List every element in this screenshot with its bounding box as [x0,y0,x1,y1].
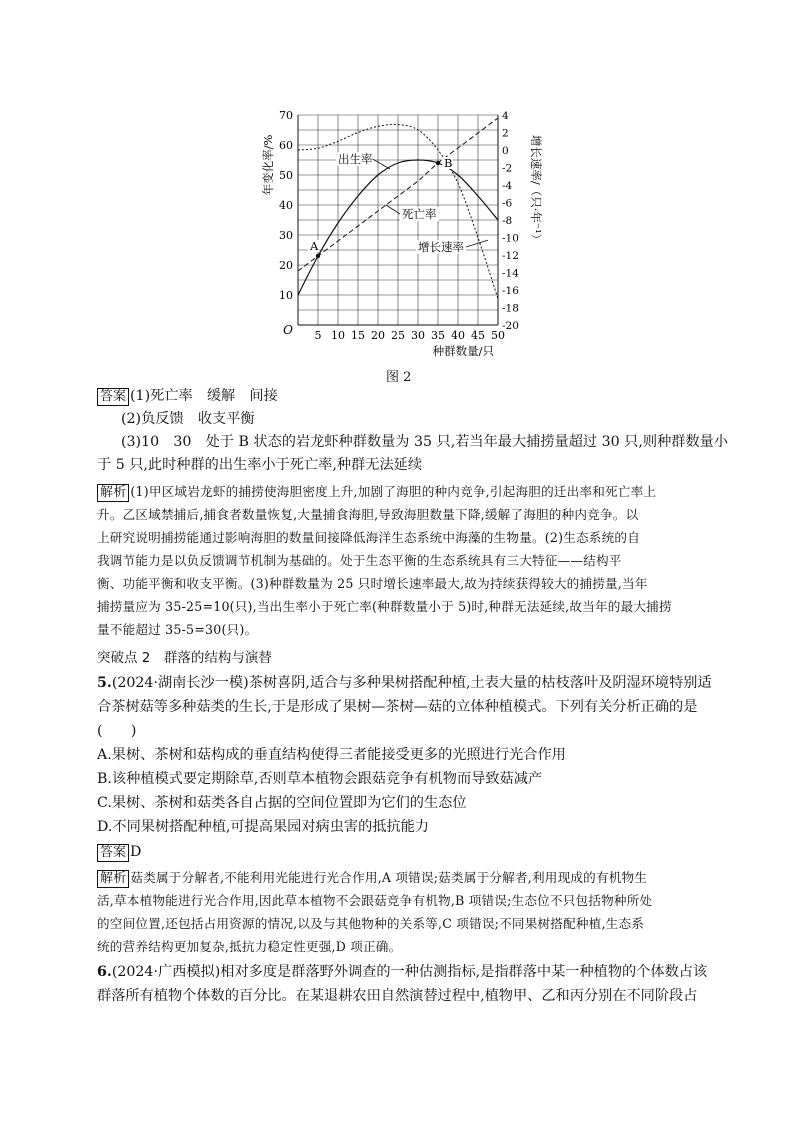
x-tick-label: 15 [351,329,365,342]
option-c: C.果树、茶树和菇类各自占据的空间位置即为它们的生态位 [97,795,467,811]
explain-2-line-2: 的空间位置,还包括占用资源的情况,以及与其他物种的关系等,C 项错误;不同果树搭配种植,生态系 [97,916,645,931]
y-right-tick-label: -2 [502,162,513,175]
series-label: 增长速率 [418,240,464,254]
question-5-line-1: 合茶树菇等多种菇类的生长,于是形成了果树—茶树—菇的立体种植模式。下列有关分析正确的是 [97,699,698,715]
explain-1-line-2: 上研究说明捕捞能通过影响海胆的数量间接降低海洋生态系统中海藻的生物量。(2)生态系统的自 [97,530,640,545]
explain-1-line-1: 升。乙区域禁捕后,捕食者数量恢复,大量捕食海胆,导致海胆数量下降,缓解了海胆的种内竞争。以 [97,507,639,522]
explain-1-line-3: 我调节能力是以负反馈调节机制为基础的。处于生态平衡的生态系统具有三大特征——结构平 [97,553,622,568]
answer-1-line-0: 答案 (1)死亡率 缓解 间接 [97,385,278,408]
population-chart [250,100,550,365]
answer-1-line-2: (3)10 30 处于 B 状态的岩龙虾种群数量为 35 只,若当年最大捕捞量超过 30 只,则种群数量小 [121,434,729,450]
option-d: D.不同果树搭配种植,可提高果园对病虫害的抵抗能力 [97,819,430,835]
question-6-line-0: 6.(2024·广西模拟)相对多度是群落野外调查的一种估测指标,是指群落中某一种植物的个体数占该 [97,964,708,980]
y-right-tick-label: -20 [502,320,519,332]
x-tick-label: 35 [431,329,445,342]
y-left-tick-label: 20 [279,259,293,272]
y-left-tick-label: 50 [279,169,293,182]
y-right-tick-label: -10 [502,232,519,245]
series-label: 出生率 [338,152,373,166]
series-label-leader [373,159,391,169]
explain-1-line-0: 解析 (1)甲区域岩龙虾的捕捞使海胆密度上升,加剧了海胆的种内竞争,引起海胆的迁出率和死亡率上 [97,480,656,503]
option-a: A.果树、茶树和菇构成的垂直结构使得三者能接受更多的光照进行光合作用 [97,747,566,763]
figure-caption: 图 2 [386,370,412,385]
y-right-tick-label: 0 [502,145,509,157]
y-right-tick-label: -4 [502,180,513,192]
question-5-line-2: ( ) [97,723,137,739]
x-axis-label: 种群数量/只 [432,344,494,358]
y-right-tick-label: 2 [502,127,509,140]
explain-2-line-3: 统的营养结构更加复杂,抵抗力稳定性更强,D 项正确。 [97,939,402,954]
chart-grid [298,115,498,325]
origin-label: O [283,323,293,337]
x-tick-label: 20 [371,329,385,342]
y-right-tick-label: -12 [502,250,519,262]
chart-svg [250,100,550,365]
series-label-leader [466,240,488,247]
explain-1-line-4: 衡、功能平衡和收支平衡。(3)种群数量为 25 只时增长速率最大,故为持续获得较大的捕捞量,当年 [97,576,648,591]
y-left-tick-label: 10 [279,289,293,302]
y-left-tick-label: 30 [279,229,293,242]
explain-tag: 解析 [97,484,129,502]
y-right-tick-label: -6 [502,197,513,210]
point-B [436,161,440,165]
explain-tag: 解析 [97,870,129,888]
answer-2: 答案 D [97,841,141,864]
y-right-tick-label: -16 [502,285,519,297]
point-A [316,254,320,258]
series-label: 死亡率 [402,207,437,221]
y-left-tick-label: 60 [279,139,293,152]
question-6-line-1: 群落所有植物个体数的百分比。在某退耕农田自然演替过程中,植物甲、乙和丙分别在不同阶段占 [97,988,698,1004]
section-heading: 突破点 2 群落的结构与演替 [97,650,272,666]
point-label-A: A [310,239,319,253]
y-right-tick-label: 4 [502,110,509,122]
x-tick-label: 30 [411,329,425,342]
option-b: B.该种植模式要定期除草,否则草本植物会跟菇竞争有机物而导致菇减产 [97,771,543,787]
answer-1-line-1: (2)负反馈 收支平衡 [121,411,255,427]
x-tick-label: 10 [331,329,345,342]
x-tick-label: 25 [391,329,405,342]
question-5-line-0: 5.(2024·湖南长沙一模)茶树喜阴,适合与多种果树搭配种植,土表大量的枯枝落叶及阴湿环境特别适 [97,675,712,691]
explain-1-line-6: 量不能超过 35-5=30(只)。 [97,622,258,637]
y-right-tick-label: -14 [502,267,519,280]
explain-1-line-5: 捕捞量应为 35-25=10(只),当出生率小于死亡率(种群数量小于 5)时,种群无法延续,故当年的最大捕捞 [97,599,672,614]
y-right-tick-label: -8 [502,215,513,227]
x-tick-label: 45 [471,329,485,342]
answer-1-line-3: 于 5 只,此时种群的出生率小于死亡率,种群无法延续 [97,457,423,473]
answer-tag: 答案 [97,388,129,406]
explain-2-line-0: 解析 菇类属于分解者,不能利用光能进行光合作用,A 项错误;菇类属于分解者,利用现成的有机物生 [97,866,647,889]
y-right-tick-label: -18 [502,302,519,315]
x-tick-label: 50 [491,329,505,342]
y-left-tick-label: 40 [279,199,293,212]
chart-labels [261,109,543,358]
x-tick-label: 5 [314,329,322,342]
y-left-tick-label: 70 [279,109,293,122]
answer-tag: 答案 [97,844,129,862]
explain-2-line-1: 活,草本植物能进行光合作用,因此草本植物不会跟菇竞争有机物,B 项错误;生态位不只包括物种所处 [97,893,653,908]
x-tick-label: 40 [451,329,465,342]
y-right-axis-label: 增长速率/（只·年⁻¹） [529,134,543,246]
point-label-B: B [444,156,453,170]
y-left-axis-label: 年变化率/% [261,134,275,196]
